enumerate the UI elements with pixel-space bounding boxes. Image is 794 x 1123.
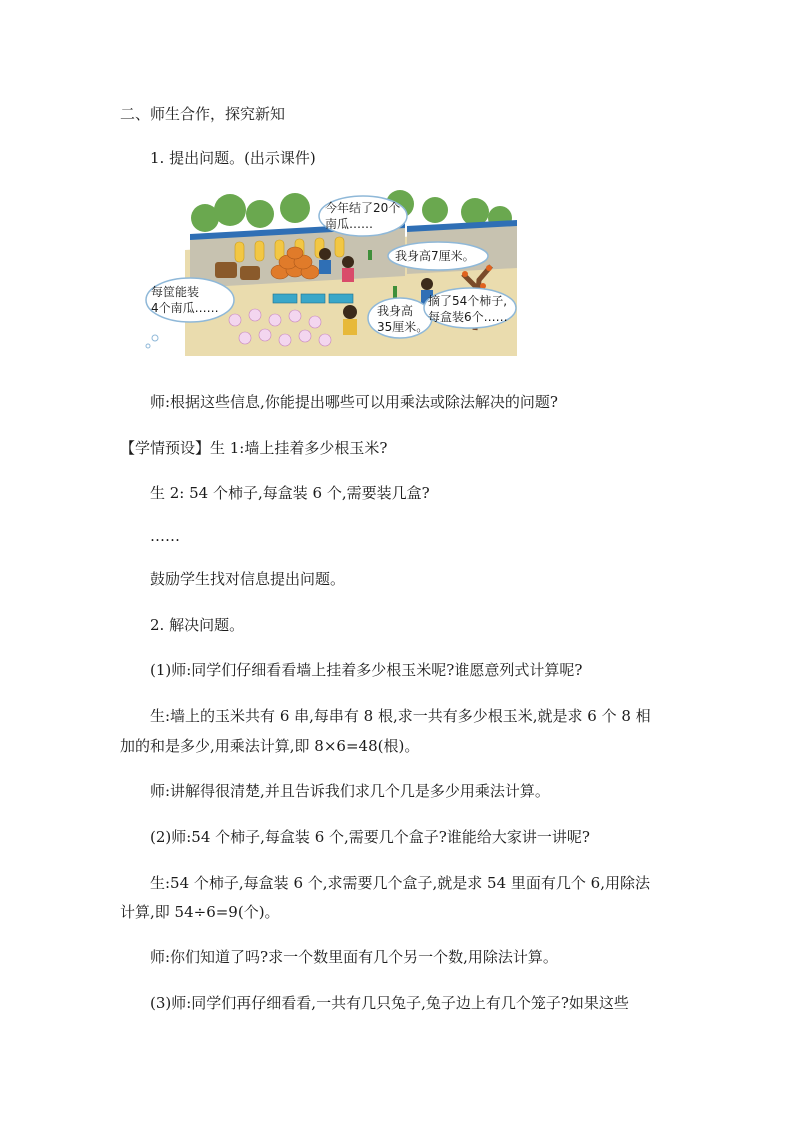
paragraph-3-question: (3)师:同学们再仔细看看,一共有几只兔子,兔子边上有几个笼子?如果这些 xyxy=(150,994,629,1012)
bubble-tall7-text: 我身高7厘米。 xyxy=(395,249,475,263)
encourage-note: 鼓励学生找对信息提出问题。 xyxy=(150,570,346,588)
teacher-summary-2: 师:你们知道了吗?求一个数里面有几个另一个数,用除法计算。 xyxy=(150,948,558,966)
bubble-basket-line2: 4个南瓜…… xyxy=(151,301,219,315)
paragraph-2-answer-line1: 生:54 个柿子,每盒装 6 个,求需要几个盒子,就是求 54 里面有几个 6,用除法 xyxy=(150,874,650,892)
student-prediction-1: 【学情预设】生 1:墙上挂着多少根玉米? xyxy=(120,439,388,457)
teacher-summary-1: 师:讲解得很清楚,并且告诉我们求几个几是多少用乘法计算。 xyxy=(150,782,550,800)
section-title: 二、师生合作，探究新知 xyxy=(120,105,286,123)
bubble-pumpkin-line2: 南瓜…… xyxy=(325,217,374,231)
bubble-persimmon-line2: 每盒装6个…… xyxy=(428,310,508,324)
bubble-persimmon-line1: 摘了54个柿子, xyxy=(428,294,508,308)
paragraph-2-answer-line2: 计算,即 54÷6=9(个)。 xyxy=(120,903,280,921)
bubble-basket-line1: 每筐能装 xyxy=(151,285,200,299)
teacher-question: 师:根据这些信息,你能提出哪些可以用乘法或除法解决的问题? xyxy=(150,393,558,411)
bubble-tall7 xyxy=(388,242,488,270)
bubble-tall35-line1: 我身高 xyxy=(377,304,414,318)
paragraph-1-question: (1)师:同学们仔细看看墙上挂着多少根玉米呢?谁愿意列式计算呢? xyxy=(150,661,583,679)
bubble-pumpkin xyxy=(319,196,407,236)
step-2-heading: 2. 解决问题。 xyxy=(150,616,245,634)
step-1-heading: 1. 提出问题。(出示课件) xyxy=(150,149,316,167)
ellipsis: …… xyxy=(150,527,180,545)
bubble-persimmon xyxy=(424,288,516,328)
bubble-pumpkin-line1: 今年结了20个 xyxy=(325,201,401,215)
bubble-tall35 xyxy=(368,298,432,338)
boxes xyxy=(273,294,353,303)
student-prediction-2: 生 2: 54 个柿子,每盒装 6 个,需要装几盒? xyxy=(150,484,430,502)
paragraph-1-answer-line2: 加的和是多少,用乘法计算,即 8×6=48(根)。 xyxy=(120,737,420,755)
farm-illustration xyxy=(145,190,517,356)
paragraph-1-answer-line1: 生:墙上的玉米共有 6 串,每串有 8 根,求一共有多少根玉米,就是求 6 个 8 相 xyxy=(150,707,651,725)
paragraph-2-question: (2)师:54 个柿子,每盒装 6 个,需要几个盒子?谁能给大家讲一讲呢? xyxy=(150,828,590,846)
bubble-tall35-line2: 35厘米。 xyxy=(377,320,429,334)
